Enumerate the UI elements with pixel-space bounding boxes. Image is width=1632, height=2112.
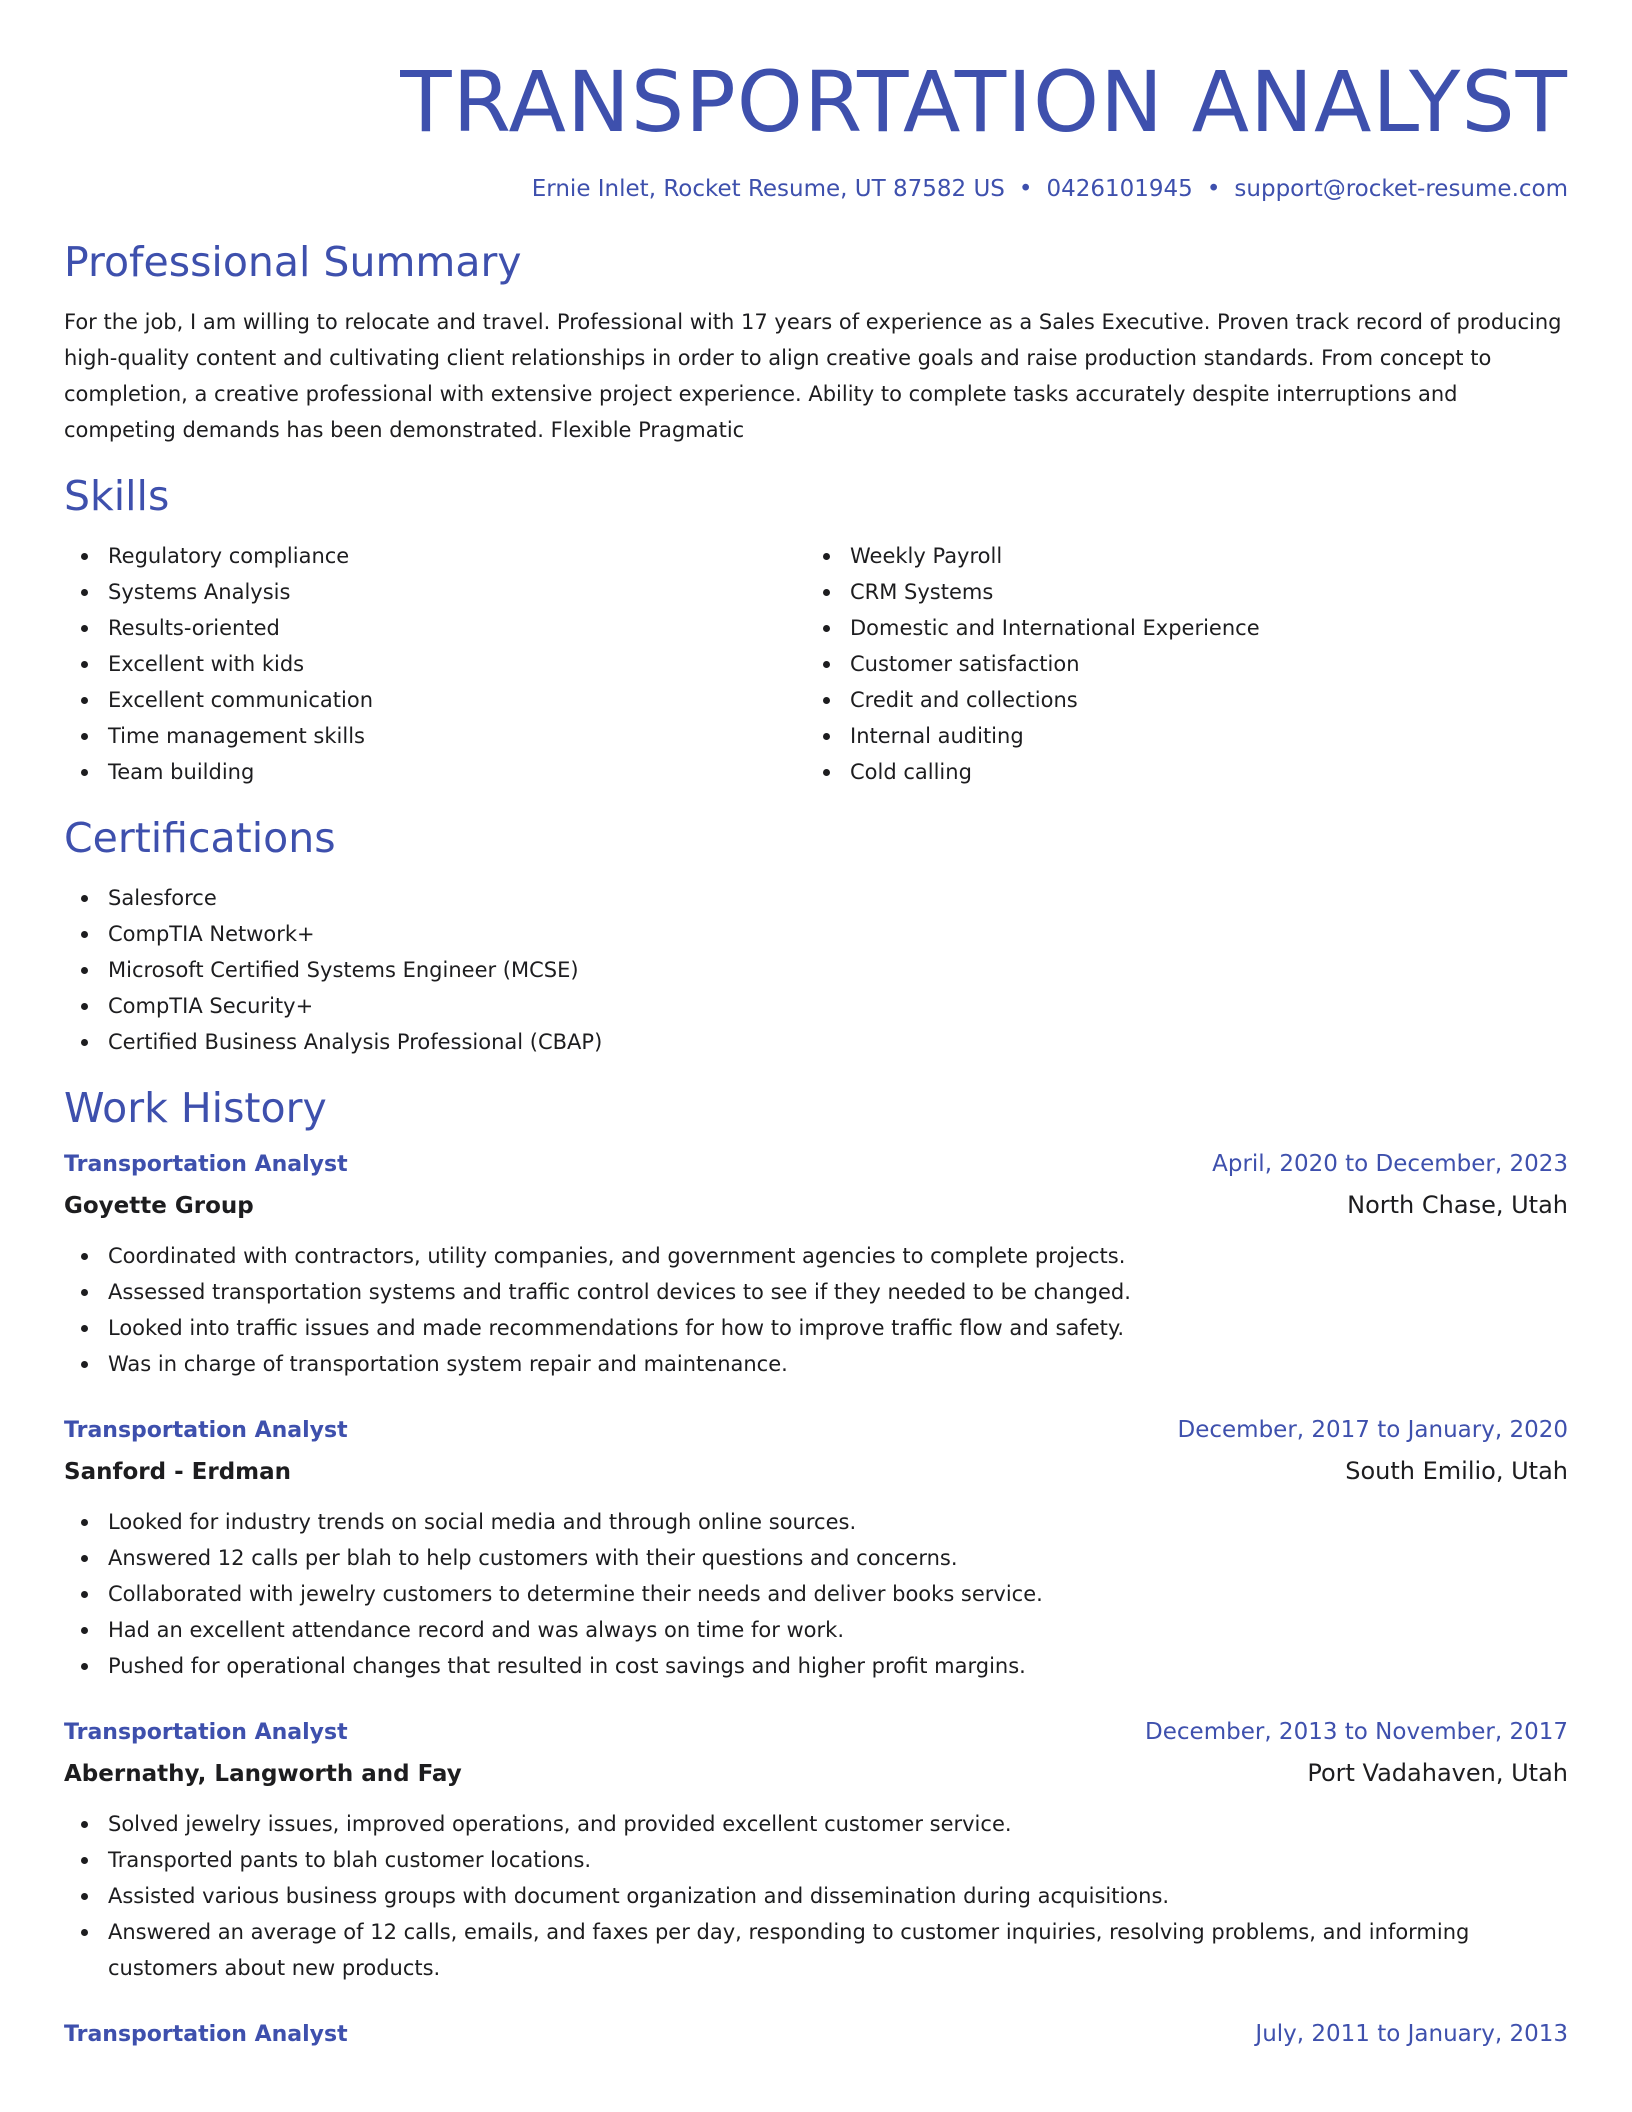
skill-item: Excellent with kids (108, 646, 806, 682)
summary-text: For the job, I am willing to relocate and travel. Professional with 17 years of experience as a Sales Executive. Proven track record of producing high-quality content and cultivating client relationships in order to align creative goals and raise production standards. From concept to completion, a creative professional with extensive project experience. Ability to complete tasks accurately despite interruptions and competing demands has been demonstrated. Flexible Pragmatic (64, 310, 1562, 442)
job-duty: Assessed transportation systems and traffic control devices to see if they needed to be changed. (108, 1274, 1568, 1310)
skill-item: Customer satisfaction (850, 646, 1548, 682)
job-dates: July, 2011 to January, 2013 (1255, 2021, 1568, 2047)
skills-column-right (806, 538, 1548, 790)
work-history-heading: Work History (64, 1084, 327, 1132)
skill-item: Excellent communication (108, 682, 806, 718)
resume-title: TRANSPORTATION ANALYST (400, 53, 1568, 151)
job-header-row (64, 2014, 1568, 2055)
certification-item: Certified Business Analysis Professional (CBAP) (108, 1024, 1568, 1060)
certifications-heading: Certifications (64, 814, 336, 862)
job-duty: Answered an average of 12 calls, emails, and faxes per day, responding to customer inquiries, resolving problems, and informing customers about new products. (108, 1914, 1568, 1986)
summary-section (64, 234, 1568, 448)
contact-separator: • (1206, 176, 1221, 202)
certifications-section (64, 810, 1568, 1060)
skill-item: Results-oriented (108, 610, 806, 646)
skill-item: Weekly Payroll (850, 538, 1548, 574)
job-company-row (64, 1185, 1568, 1226)
job-title: Transportation Analyst (64, 2022, 348, 2047)
skill-item: Time management skills (108, 718, 806, 754)
job-duty: Coordinated with contractors, utility companies, and government agencies to complete projects. (108, 1238, 1568, 1274)
contact-email[interactable]: support@rocket-resume.com (1234, 176, 1568, 202)
job-duty: Looked for industry trends on social media and through online sources. (108, 1504, 1568, 1540)
job-duty: Answered 12 calls per blah to help customers with their questions and concerns. (108, 1540, 1568, 1576)
skill-item: Regulatory compliance (108, 538, 806, 574)
job-location: Port Vadahaven, Utah (1307, 1759, 1568, 1787)
job-entry (64, 1410, 1568, 1684)
job-duty: Had an excellent attendance record and was always on time for work. (108, 1612, 1568, 1648)
job-title: Transportation Analyst (64, 1418, 348, 1443)
contact-address: Ernie Inlet, Rocket Resume, UT 87582 US (531, 176, 1005, 202)
job-dates: December, 2017 to January, 2020 (1177, 1417, 1568, 1443)
job-duty: Was in charge of transportation system repair and maintenance. (108, 1346, 1568, 1382)
job-location: North Chase, Utah (1347, 1191, 1568, 1219)
job-duty: Transported pants to blah customer locations. (108, 1842, 1568, 1878)
job-entry (64, 2014, 1568, 2055)
skills-heading: Skills (64, 472, 170, 520)
job-duty: Solved jewelry issues, improved operations, and provided excellent customer service. (108, 1806, 1568, 1842)
job-company-row (64, 1753, 1568, 1794)
resume-page (64, 0, 1568, 2055)
certification-item: Salesforce (108, 880, 1568, 916)
summary-heading: Professional Summary (64, 238, 522, 286)
skill-item: Domestic and International Experience (850, 610, 1548, 646)
job-duty: Looked into traffic issues and made recommendations for how to improve traffic flow and safety. (108, 1310, 1568, 1346)
job-duties (64, 1806, 1568, 1986)
job-duties (64, 1238, 1568, 1382)
skill-item: Credit and collections (850, 682, 1548, 718)
job-dates: April, 2020 to December, 2023 (1212, 1151, 1568, 1177)
skills-section (64, 468, 1568, 790)
job-company: Abernathy, Langworth and Fay (64, 1761, 462, 1787)
job-header-row (64, 1144, 1568, 1185)
job-entry (64, 1712, 1568, 1986)
job-duty: Assisted various business groups with document organization and dissemination during acquisitions. (108, 1878, 1568, 1914)
contact-phone: 0426101945 (1046, 176, 1193, 202)
contact-separator: • (1018, 176, 1033, 202)
job-header-row (64, 1712, 1568, 1753)
job-duty: Collaborated with jewelry customers to determine their needs and deliver books service. (108, 1576, 1568, 1612)
job-dates: December, 2013 to November, 2017 (1145, 1719, 1568, 1745)
skill-item: CRM Systems (850, 574, 1548, 610)
skills-column-left (64, 538, 806, 790)
job-duty: Pushed for operational changes that resulted in cost savings and higher profit margins. (108, 1648, 1568, 1684)
job-title: Transportation Analyst (64, 1720, 348, 1745)
certification-item: Microsoft Certified Systems Engineer (MCSE) (108, 952, 1568, 988)
job-location: South Emilio, Utah (1345, 1457, 1568, 1485)
job-company: Sanford - Erdman (64, 1459, 292, 1485)
certification-item: CompTIA Network+ (108, 916, 1568, 952)
skill-item: Systems Analysis (108, 574, 806, 610)
job-company-row (64, 1451, 1568, 1492)
work-history-section (64, 1080, 1568, 2055)
job-entry (64, 1144, 1568, 1382)
job-duties (64, 1504, 1568, 1684)
job-company: Goyette Group (64, 1193, 254, 1219)
certification-item: CompTIA Security+ (108, 988, 1568, 1024)
job-title: Transportation Analyst (64, 1152, 348, 1177)
skill-item: Internal auditing (850, 718, 1548, 754)
skill-item: Cold calling (850, 754, 1548, 790)
job-header-row (64, 1410, 1568, 1451)
skill-item: Team building (108, 754, 806, 790)
certifications-list (64, 880, 1568, 1060)
skills-grid (64, 538, 1568, 790)
contact-line (64, 172, 1568, 206)
